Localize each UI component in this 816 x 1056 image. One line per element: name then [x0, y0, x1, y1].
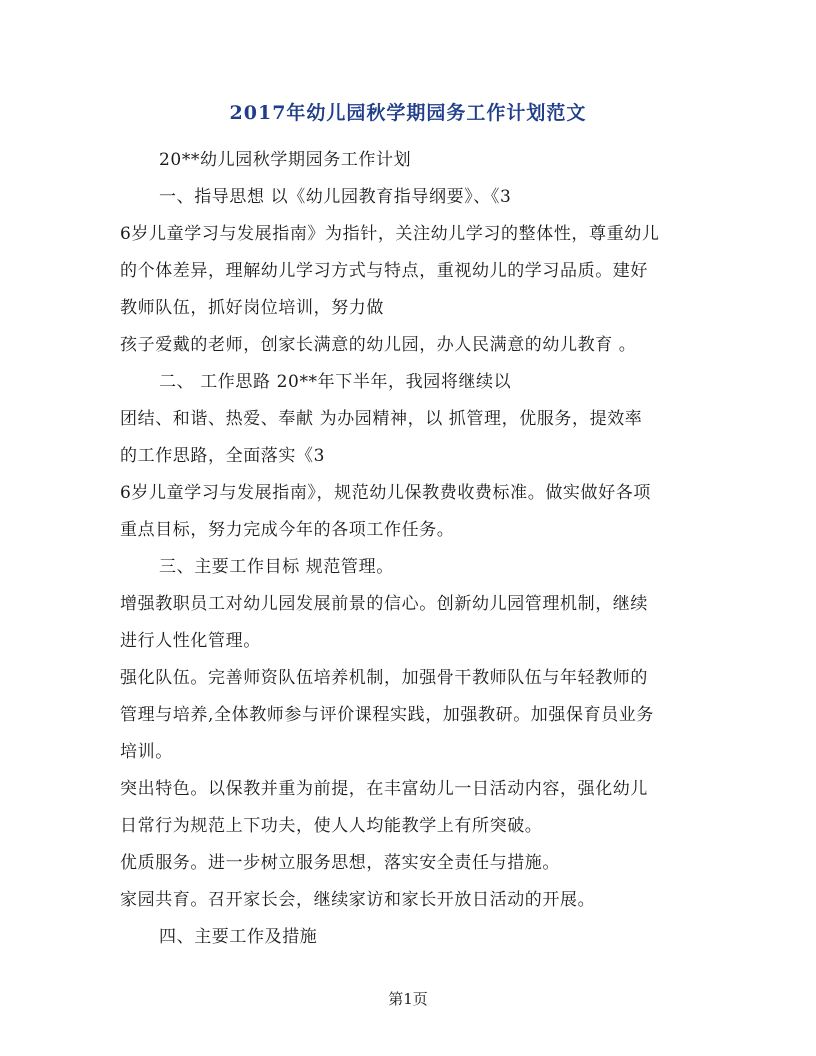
body-line: 优质服务。进一步树立服务思想，落实安全责任与措施。: [120, 853, 560, 873]
body-line: 二、 工作思路 20**年下半年，我园将继续以: [159, 372, 512, 392]
body-line: 家园共育。召开家长会，继续家访和家长开放日活动的开展。: [120, 890, 596, 910]
body-line: 教师队伍，抓好岗位培训，努力做: [120, 298, 384, 318]
document-title: 2017年幼儿园秋学期园务工作计划范文: [229, 102, 587, 124]
body-line: 团结、和谐、热爱、奉献 为办园精神，以 抓管理，优服务，提效率: [120, 409, 643, 429]
body-line: 6岁儿童学习与发展指南》，规范幼儿保教费收费标准。做实做好各项: [120, 483, 651, 503]
body-line: 强化队伍。完善师资队伍培养机制，加强骨干教师队伍与年轻教师的: [120, 668, 648, 688]
body-line: 三、主要工作目标 规范管理。: [159, 557, 394, 577]
body-line: 6岁儿童学习与发展指南》为指针，关注幼儿学习的整体性，尊重幼儿: [120, 224, 660, 244]
body-line: 一、指导思想 以《幼儿园教育指导纲要》、《3: [159, 187, 512, 207]
body-line: 四、主要工作及措施: [159, 927, 318, 947]
body-line: 孩子爱戴的老师，创家长满意的幼儿园，办人民满意的幼儿教育 。: [120, 335, 637, 355]
page-number: 第1页: [388, 990, 428, 1008]
body-line: 增强教职员工对幼儿园发展前景的信心。创新幼儿园管理机制，继续: [120, 594, 648, 614]
body-line: 的工作思路，全面落实《3: [120, 446, 326, 466]
body-line: 的个体差异，理解幼儿学习方式与特点，重视幼儿的学习品质。建好: [120, 261, 648, 281]
body-line: 培训。: [120, 742, 173, 762]
body-line: 20**幼儿园秋学期园务工作计划: [159, 150, 412, 170]
body-line: 日常行为规范上下功夫，使人人均能教学上有所突破。: [120, 816, 543, 836]
body-line: 进行人性化管理。: [120, 631, 261, 651]
body-line: 重点目标，努力完成今年的各项工作任务。: [120, 520, 455, 540]
body-line: 管理与培养,全体教师参与评价课程实践，加强教研。加强保育员业务: [120, 705, 655, 725]
body-line: 突出特色。以保教并重为前提，在丰富幼儿一日活动内容，强化幼儿: [120, 779, 648, 799]
